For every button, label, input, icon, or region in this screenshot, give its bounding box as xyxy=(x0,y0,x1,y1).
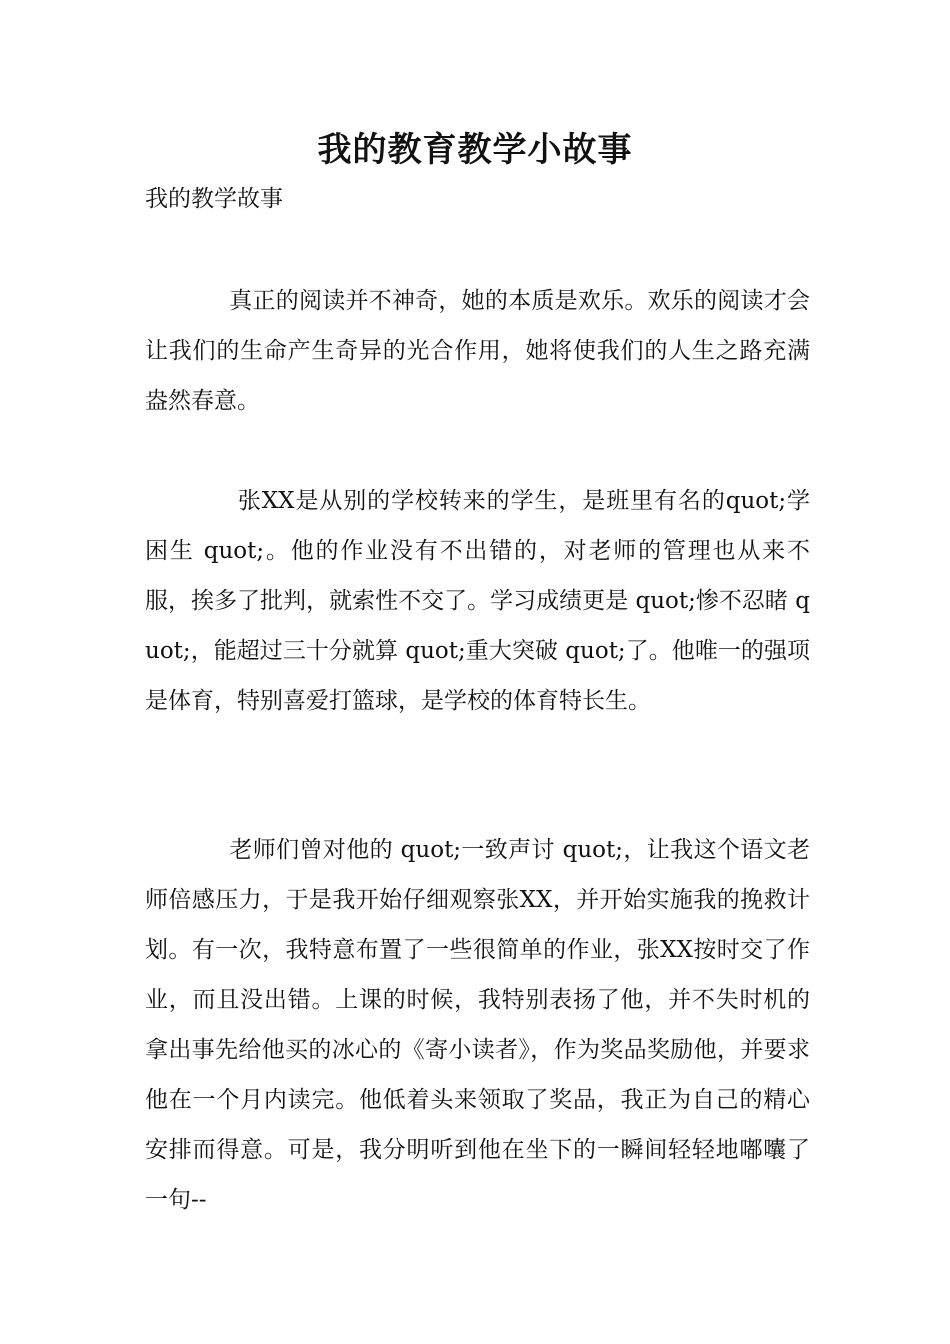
paragraph-3 xyxy=(145,825,810,1225)
document-subtitle: 我的教学故事 xyxy=(145,186,283,212)
paragraph-2 xyxy=(145,476,810,726)
paragraph-1-text: 真正的阅读并不神奇，她的本质是欢乐。欢乐的阅读才会让我们的生命产生奇异的光合作用，她将使我们的人生之路充满盎然春意。 xyxy=(145,288,810,414)
paragraph-1 xyxy=(145,276,810,426)
document-title: 我的教育教学小故事 xyxy=(317,130,633,170)
paragraph-2-text: 张XX是从别的学校转来的学生，是班里有名的quot;学困生 quot;。他的作业没有不出错的，对老师的管理也从来不服，挨多了批判，就索性不交了。学习成绩更是 quot;惨不忍睹 quot;，能超过三十分就算 quot;重大突破 quot;了。他唯一的强项是体育，特别喜爱打篮球，是学校的体育特长生。 xyxy=(145,488,810,714)
paragraph-3-text: 老师们曾对他的 quot;一致声讨 quot;，让我这个语文老师倍感压力，于是我开始仔细观察张XX，并开始实施我的挽救计划。有一次，我特意布置了一些很简单的作业，张XX按时交了作业，而且没出错。上课的时候，我特别表扬了他，并不失时机的拿出事先给他买的冰心的《寄小读者》，作为奖品奖励他，并要求他在一个月内读完。他低着头来领取了奖品，我正为自己的精心安排而得意。可是，我分明听到他在坐下的一瞬间轻轻地嘟囔了一句-- xyxy=(145,837,810,1213)
